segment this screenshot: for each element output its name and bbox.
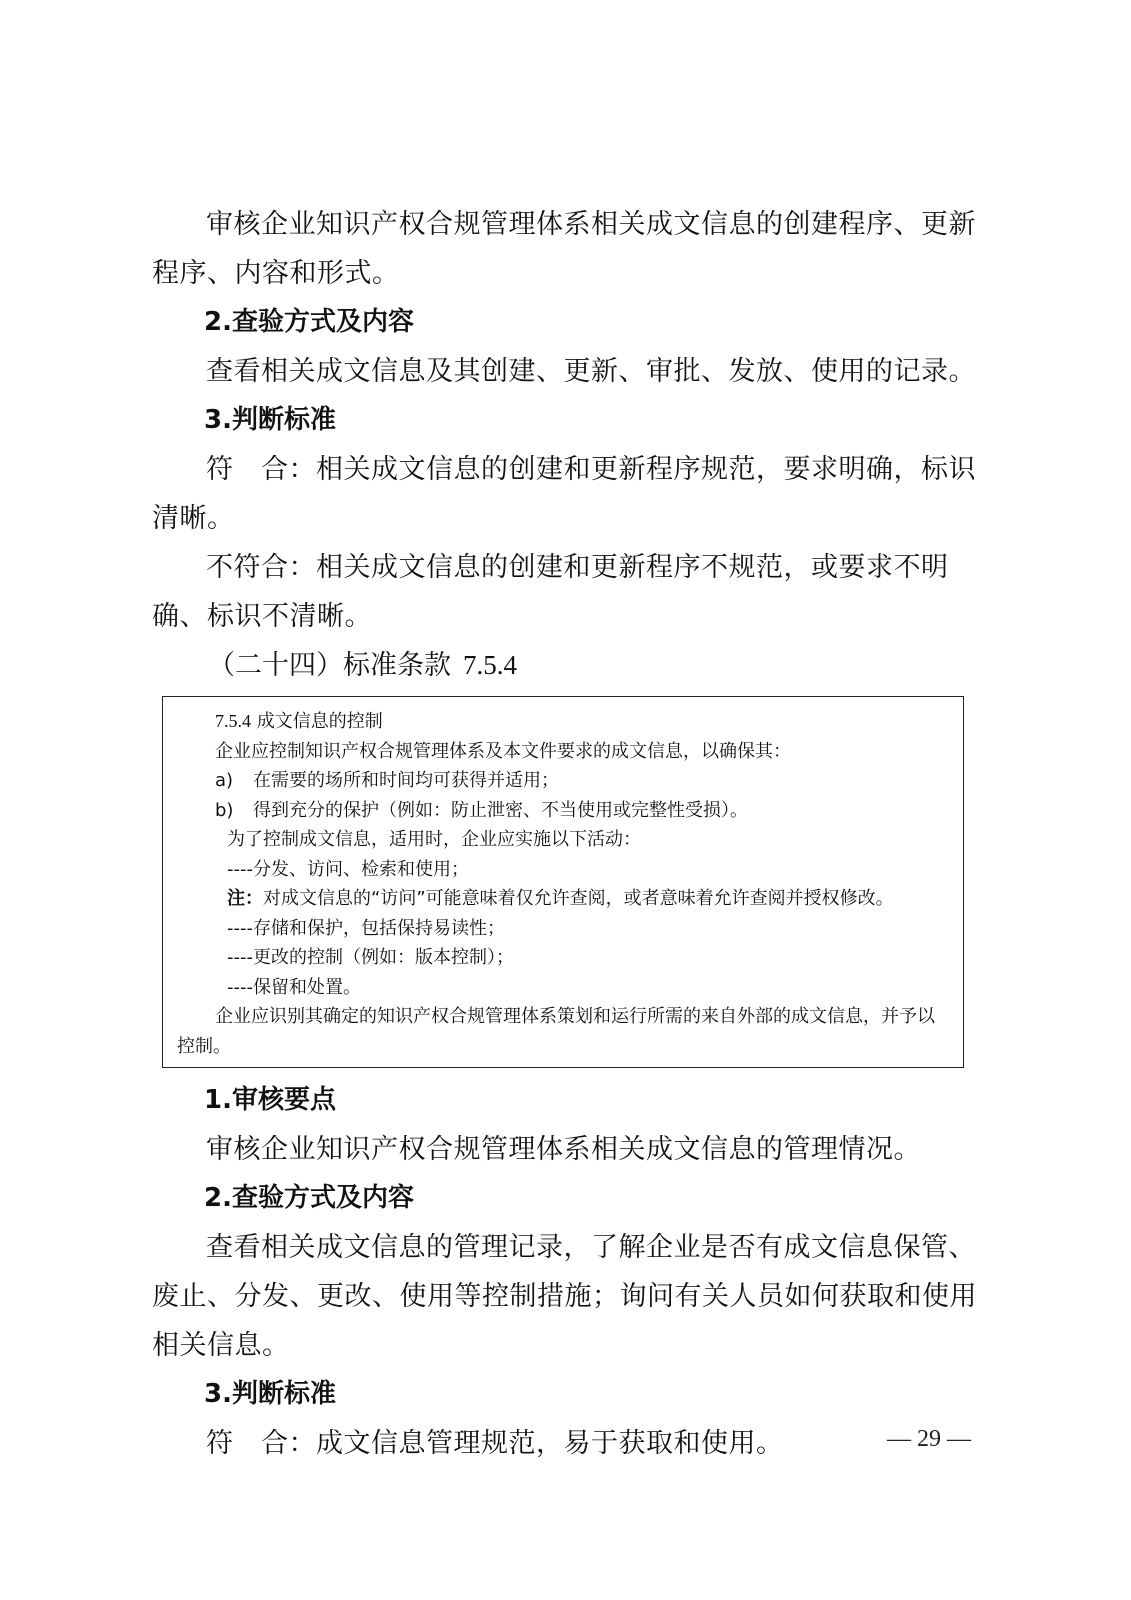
standard-clause-box: [162, 696, 964, 1068]
box-activity-3: ----更改的控制（例如：版本控制）；: [227, 947, 514, 968]
box-item-a-marker: a): [215, 770, 234, 791]
clause-number: 7.5.4: [463, 650, 517, 680]
box-activity-2: ----存储和保护，包括保持易读性；: [227, 917, 505, 939]
heading-audit-points: 1.审核要点: [204, 1085, 336, 1115]
paragraph-inspection-records: 查看相关成文信息及其创建、更新、审批、发放、使用的记录。: [206, 356, 976, 387]
clause-title-text: （二十四）标准条款: [208, 650, 451, 681]
page-content: [152, 200, 982, 1468]
paragraph-inspection-management: 查看相关成文信息的管理记录，了解企业是否有成文信息保管、废止、分发、更改、使用等控制措施；询问有关人员如何获取和使用相关信息。: [152, 1232, 977, 1361]
page-number: — 29 —: [887, 1426, 971, 1452]
box-activity-1: ----分发、访问、检索和使用；: [227, 858, 469, 880]
heading-judgment-criteria: 3.判断标准: [204, 405, 336, 435]
box-heading: [177, 707, 949, 737]
box-activities-intro: 为了控制成文信息，适用时，企业应实施以下活动：: [227, 829, 641, 850]
box-note-label: 注：: [227, 888, 263, 909]
box-item-b-marker: b): [215, 799, 234, 821]
paragraph-compliant-2: 符 合：成文信息管理规范，易于获取和使用。: [206, 1428, 784, 1459]
paragraph-audit-management: 审核企业知识产权合规管理体系相关成文信息的管理情况。: [206, 1134, 921, 1165]
box-activity-4: ----保留和处置。: [227, 976, 361, 998]
clause-title: [152, 641, 982, 690]
heading-inspection-method: 2.查验方式及内容: [204, 307, 414, 337]
box-item-b: [177, 796, 949, 826]
paragraph-noncompliant: 不符合：相关成文信息的创建和更新程序不规范，或要求不明确、标识不清晰。: [152, 552, 949, 632]
box-item-a-text: 在需要的场所和时间均可获得并适用；: [253, 770, 559, 791]
box-item-a: [177, 766, 949, 796]
box-intro: 企业应控制知识产权合规管理体系及本文件要求的成文信息，以确保其：: [215, 740, 791, 762]
box-heading-text: 成文信息的控制: [251, 711, 383, 732]
paragraph-review-creation: 审核企业知识产权合规管理体系相关成文信息的创建程序、更新程序、内容和形式。: [152, 209, 976, 289]
box-note: [177, 884, 949, 914]
box-item-b-text: 得到充分的保护（例如：防止泄密、不当使用或完整性受损）。: [253, 799, 748, 821]
box-heading-number: 7.5.4: [215, 711, 251, 731]
box-note-text: 对成文信息的“访问”可能意味着仅允许查阅，或者意味着允许查阅并授权修改。: [263, 888, 894, 909]
paragraph-compliant: 符 合：相关成文信息的创建和更新程序规范，要求明确，标识清晰。: [152, 454, 976, 534]
heading-inspection-method-2: 2.查验方式及内容: [204, 1183, 414, 1213]
heading-judgment-criteria-2: 3.判断标准: [204, 1379, 336, 1409]
box-tail: 企业应识别其确定的知识产权合规管理体系策划和运行所需的来自外部的成文信息，并予以控制。: [177, 1006, 935, 1057]
